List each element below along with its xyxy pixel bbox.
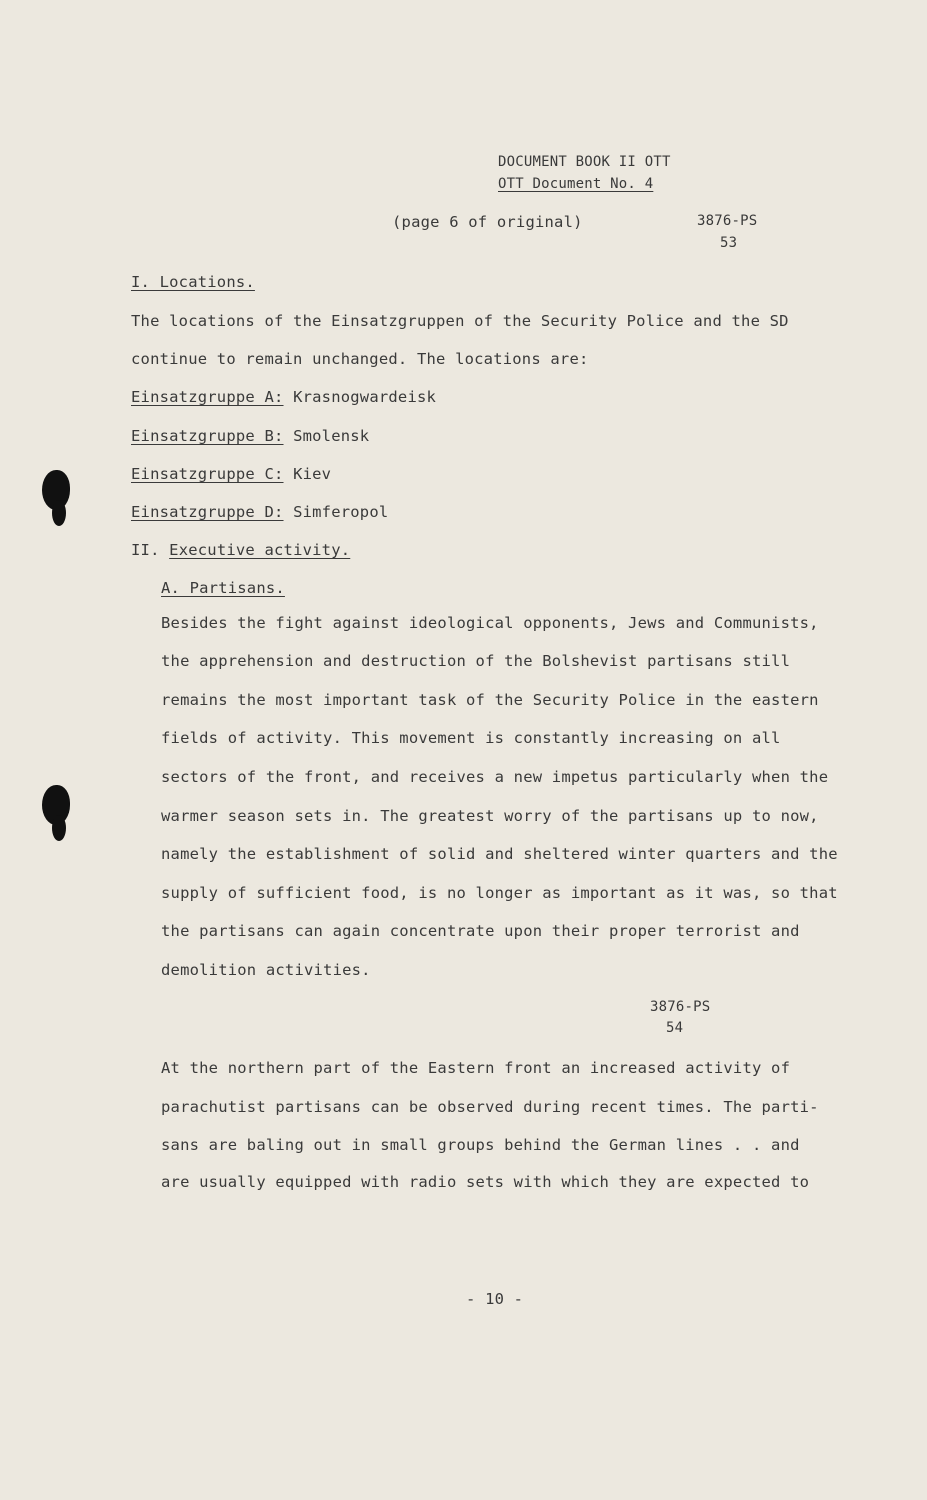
- exhibit-code: 3876-PS: [697, 213, 758, 229]
- group-location: [131, 388, 436, 406]
- section-heading-text: Executive activity.: [169, 541, 351, 559]
- group-label: Einsatzgruppe A:: [131, 388, 284, 406]
- section-heading-text: I. Locations.: [131, 273, 255, 291]
- group-label: Einsatzgruppe B:: [131, 427, 284, 445]
- exhibit-page-number: 54: [666, 1020, 684, 1036]
- group-location: [131, 503, 388, 521]
- exhibit-code: 3876-PS: [650, 999, 711, 1015]
- section-heading: [131, 541, 350, 559]
- body-line: warmer season sets in. The greatest worry of the partisans up to now,: [161, 807, 819, 825]
- body-line: Besides the fight against ideological opponents, Jews and Communists,: [161, 614, 819, 632]
- page-number: - 10 -: [466, 1290, 524, 1308]
- subsection-heading: A. Partisans.: [161, 579, 285, 597]
- body-line: fields of activity. This movement is constantly increasing on all: [161, 729, 781, 747]
- document-book-title: DOCUMENT BOOK II OTT: [498, 154, 671, 170]
- group-location: [131, 427, 369, 445]
- body-line: supply of sufficient food, is no longer as important as it was, so that: [161, 884, 838, 902]
- group-place: Kiev: [293, 465, 332, 483]
- body-line: demolition activities.: [161, 961, 371, 979]
- body-line: remains the most important task of the Security Police in the eastern: [161, 691, 819, 709]
- document-number: OTT Document No. 4: [498, 176, 654, 192]
- body-line: continue to remain unchanged. The locations are:: [131, 350, 589, 368]
- body-line: The locations of the Einsatzgruppen of the Security Police and the SD: [131, 312, 789, 330]
- body-line: namely the establishment of solid and sheltered winter quarters and the: [161, 845, 838, 863]
- group-label: Einsatzgruppe C:: [131, 465, 284, 483]
- body-line: are usually equipped with radio sets with which they are expected to: [161, 1173, 810, 1191]
- body-line: parachutist partisans can be observed during recent times. The parti-: [161, 1098, 819, 1116]
- body-line: sectors of the front, and receives a new impetus particularly when the: [161, 768, 829, 786]
- group-label: Einsatzgruppe D:: [131, 503, 284, 521]
- page-reference: (page 6 of original): [392, 213, 583, 231]
- exhibit-page-number: 53: [720, 235, 738, 251]
- group-place: Smolensk: [293, 427, 370, 445]
- punch-hole-top: [42, 470, 70, 510]
- group-location: [131, 465, 331, 483]
- body-line: sans are baling out in small groups behind the German lines . . and: [161, 1136, 800, 1154]
- punch-hole-bottom: [42, 785, 70, 825]
- section-heading: [131, 273, 255, 291]
- group-place: Simferopol: [293, 503, 389, 521]
- body-line: the partisans can again concentrate upon their proper terrorist and: [161, 922, 800, 940]
- section-number: II.: [131, 541, 160, 559]
- body-line: At the northern part of the Eastern front an increased activity of: [161, 1059, 791, 1077]
- body-line: the apprehension and destruction of the Bolshevist partisans still: [161, 652, 791, 670]
- group-place: Krasnogwardeisk: [293, 388, 437, 406]
